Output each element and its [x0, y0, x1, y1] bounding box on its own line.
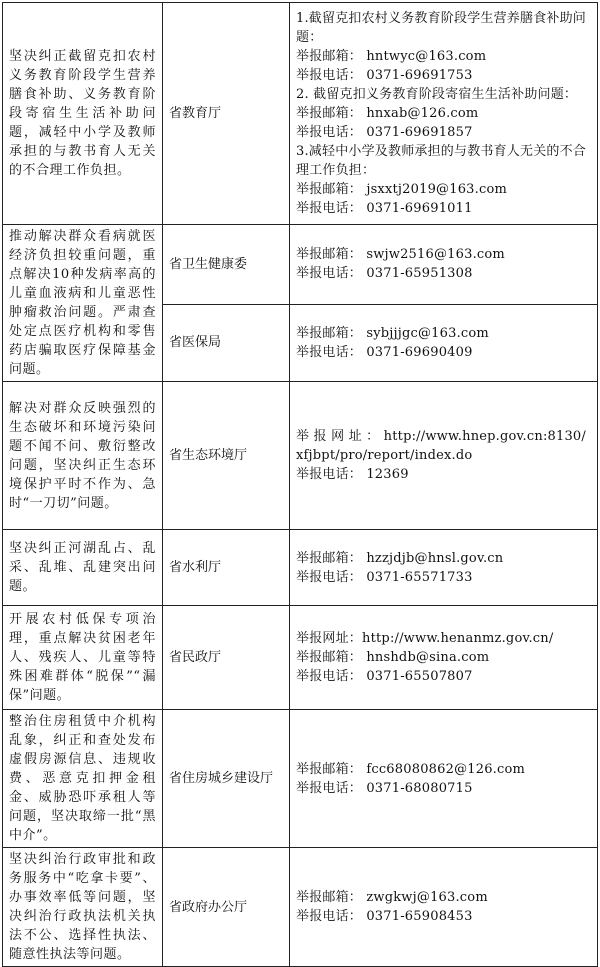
contact-cell [290, 710, 598, 848]
contact-cell [290, 530, 598, 606]
email-line: 举报邮箱： fcc68080862@126.com [296, 761, 526, 777]
phone-line: 举报电话： 12369 [296, 467, 409, 482]
website-line: 举 报 网 址 ： http://www.hnep.gov.cn:8130/xfjbpt/pro/report/index.do [296, 429, 586, 463]
department-cell: 省教育厅 [163, 3, 290, 225]
email-line: 举报邮箱： hnxab@126.com [296, 106, 479, 121]
table-row [3, 848, 598, 967]
table-row [3, 382, 598, 530]
department-cell: 省水利厅 [163, 530, 290, 606]
issue-cell: 解决对群众反映强烈的生态破坏和环境污染问题不闻不问、敷衍整改问题，坚决纠正生态环境保护平时不作为、急时“一刀切”问题。 [3, 382, 163, 530]
contact-line: 3.减轻中小学及教师承担的与教书育人无关的不合理工作负担： [296, 144, 587, 178]
email-line: 举报邮箱： jsxxtj2019@163.com [296, 182, 508, 197]
phone-line: 举报电话： 0371-65507807 [296, 669, 473, 684]
department-cell: 省卫生健康委 [163, 225, 290, 305]
email-line: 举报邮箱： zwgkwj@163.com [296, 890, 488, 905]
email-line: 举报邮箱： hnshdb@sina.com [296, 650, 490, 665]
issue-cell: 坚决纠治行政审批和政务服务中“吃拿卡要”、办事效率低等问题，坚决纠治行政执法机关执法不公、选择性执法、随意性执法等问题。 [3, 848, 163, 967]
phone-line: 举报电话： 0371-69691753 [296, 68, 473, 83]
phone-line: 举报电话： 0371-69691011 [296, 201, 473, 216]
website-line: 举报网址：http://www.henanmz.gov.cn/ [296, 631, 554, 646]
issue-cell: 坚决纠正河湖乱占、乱采、乱堆、乱建突出问题。 [3, 530, 163, 606]
department-cell: 省医保局 [163, 304, 290, 381]
contact-cell [290, 225, 598, 305]
contact-cell [290, 848, 598, 967]
email-line: 举报邮箱： hntwyc@163.com [296, 49, 487, 64]
email-line: 举报邮箱： hzzjdjb@hnsl.gov.cn [296, 550, 504, 566]
phone-line: 举报电话： 0371-65951308 [296, 266, 473, 282]
department-cell: 省政府办公厅 [163, 848, 290, 967]
issue-cell: 开展农村低保专项治理，重点解决贫困老年人、残疾人、儿童等特殊困难群体“脱保”“漏保”问题。 [3, 606, 163, 710]
contact-line: 1.截留克扣农村义务教育阶段学生营养膳食补助问题： [296, 11, 587, 45]
phone-line: 举报电话： 0371-65571733 [296, 569, 473, 585]
issue-cell: 推动解决群众看病就医经济负担较重问题，重点解决10种发病率高的儿童血液病和儿童恶性肿瘤救治问题。严肃查处定点医疗机构和零售药店骗取医疗保障基金问题。 [3, 225, 163, 382]
phone-line: 举报电话： 0371-65908453 [296, 909, 473, 924]
department-cell: 省住房城乡建设厅 [163, 710, 290, 848]
issue-cell: 整治住房租赁中介机构乱象，纠正和查处发布虚假房源信息、违规收费、恶意克扣押金租金、威胁恐吓承租人等问题，坚决取缔一批“黑中介”。 [3, 710, 163, 848]
contact-cell [290, 382, 598, 530]
phone-line: 举报电话： 0371-68080715 [296, 780, 473, 796]
email-line: 举报邮箱： sybjjjgc@163.com [296, 325, 489, 341]
issue-cell: 坚决纠正截留克扣农村义务教育阶段学生营养膳食补助、义务教育阶段寄宿生生活补助问题，减轻中小学及教师承担的与教书育人无关的不合理工作负担。 [3, 3, 163, 225]
email-line: 举报邮箱： swjw2516@163.com [296, 247, 505, 263]
report-contact-table [2, 2, 598, 967]
department-cell: 省民政厅 [163, 606, 290, 710]
contact-line: 2. 截留克扣义务教育阶段寄宿生生活补助问题： [296, 87, 578, 102]
table-row [3, 530, 598, 606]
contact-cell [290, 606, 598, 710]
table-row [3, 710, 598, 848]
contact-cell [290, 304, 598, 381]
department-cell: 省生态环境厅 [163, 382, 290, 530]
contact-cell [290, 3, 598, 225]
table-row [3, 225, 598, 305]
table-row [3, 3, 598, 225]
phone-line: 举报电话： 0371-69690409 [296, 344, 473, 360]
table-row [3, 606, 598, 710]
phone-line: 举报电话： 0371-69691857 [296, 125, 473, 140]
